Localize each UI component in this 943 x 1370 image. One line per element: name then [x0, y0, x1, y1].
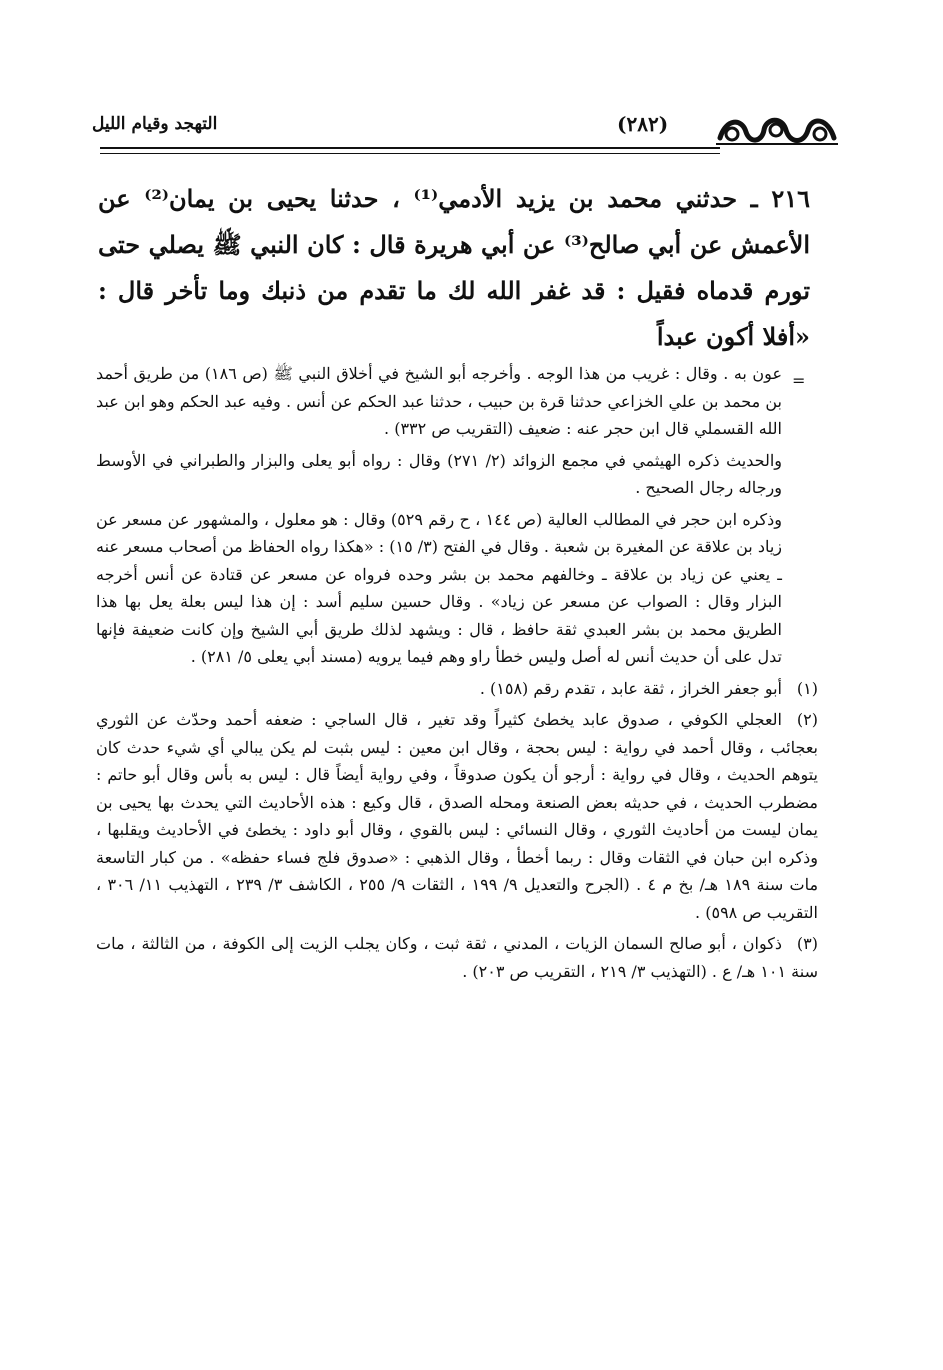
running-title: التهجد وقيام الليل	[92, 114, 218, 134]
footnote-text: ذكوان ، أبو صالح السمان الزيات ، المدني ، ثقة ثبت ، وكان يجلب الزيت إلى الكوفة ، من الثالثة ، مات سنة ١٠١ هـ/ ع . (التهذيب ٣/ ٢١٩ ، التقريب ص ٢٠٣) .	[96, 934, 818, 981]
page-number: (٢٨٢)	[617, 112, 669, 136]
header-rule-thick	[100, 147, 720, 149]
footnote-2	[96, 706, 818, 926]
page-header	[92, 108, 840, 152]
continuation-paragraph: عون به . وقال : غريب من هذا الوجه . وأخرجه أبو الشيخ في أخلاق النبي ﷺ (ص ١٨٦) من طريق أحمد بن محمد بن علي الخزاعي حدثنا قرة بن حبيب ، حدثنا عبد الحكم عن أنس . وفيه عبد الحكم وهو ابن عبد الله القسملي قال ابن حجر عنه : ضعيف (التقريب ص ٣٣٢) .	[96, 364, 783, 438]
footnote-text: العجلي الكوفي ، صدوق عابد يخطئ كثيراً وقد تغير ، قال الساجي : ضعفه أحمد وحدّث عن الثوري بعجائب ، وقال أحمد في رواية : ليس بحجة ، وقال ابن معين : ليس بثبت لم يكن يبالي أي شيء حدث كان يتوهم الحديث ، وقال في رواية : أرجو أن يكون صدوقاً ، وفي رواية أيضاً قال : ليس به بأس وقال أبو حاتم : مضطرب الحديث ، في حديثه بعض الصنعة ومحله الصدق ، قال وكيع : هذه الأحاديث التي يحدث بها يحيى بن يمان ليست من أحاديث الثوري ، وقال النسائي : ليس بالقوي ، وقال أبو داود : يخطئ في الأحاديث ويقلبها ، وذكره ابن حبان في الثقات وقال : ربما أخطأ ، وقال الذهبي : «صدوق فلج فساء حفظه» . من كبار التاسعة مات سنة ١٨٩ هـ/ بخ م ٤ . (الجرح والتعديل ٩/ ١٩٩ ، الثقات ٩/ ٢٥٥ ، الكاشف ٣/ ٢٣٩ ، التهذيب ١١/ ٣٠٦ ، التقريب ص ٥٩٨) .	[96, 710, 819, 922]
footnote-3	[96, 930, 818, 985]
footnote-text: أبو جعفر الخراز ، ثقة عابد ، تقدم رقم (١٥٨) .	[479, 678, 782, 698]
footnote-number: (٣)	[796, 934, 819, 953]
footnote-1	[96, 675, 818, 703]
continuation-paragraph: وذكره ابن حجر في المطالب العالية (ص ١٤٤ ، ح رقم ٥٢٩) وقال : هو معلول ، والمشهور عن مسعر عن زياد بن علاقة عن المغيرة بن شعبة . وقال في الفتح (٣/ ١٥) : «هكذا رواه الحفاظ من أصحاب مسعر عنه ـ يعني عن زياد بن علاقة ـ وخالفهم محمد بن بشر وحده فرواه عن مسعر عن قتادة عن أنس أخرجه البزار وقال : الصواب عن مسعر عن زياد» . وقال حسين سليم أسد : إن هذا ليس بعلة يعل بها هذا الطريق محمد بن بشر العبدي ثقة حافظ ، قال : ويشهد لذلك طريق أبي الشيخ وإن كانت ضعيفة فإنها تدل على أن حديث أنس له أصل وليس خطأ راو وهم فيما يرويه (مسند أبي يعلى ٥/ ٢٨١) .	[96, 509, 783, 666]
header-rule-thin	[100, 153, 720, 154]
footnote-number: (٢)	[796, 710, 818, 729]
hadith-text-block	[98, 176, 810, 360]
footnotes-section	[96, 360, 818, 989]
footnote-number: (١)	[796, 678, 818, 698]
header-ornament-icon	[712, 108, 842, 152]
hadith-text: ٢١٦ ـ حدثني محمد بن يزيد الأدمي⁽¹⁾ ، حدثنا يحيى بن يمان⁽²⁾ عن الأعمش عن أبي صالح⁽³⁾ عن أبي هريرة قال : كان النبي ﷺ يصلي حتى تورم قدماه فقيل : قد غفر الله لك ما تقدم من ذنبك وما تأخر قال : «أفلا أكون عبداً	[98, 184, 811, 351]
continuation-paragraph: والحديث ذكره الهيثمي في مجمع الزوائد (٢/ ٢٧١) وقال : رواه أبو يعلى والبزار والطبراني في الأوسط ورجاله رجال الصحيح .	[96, 450, 783, 497]
continuation-marker: =	[792, 371, 806, 390]
